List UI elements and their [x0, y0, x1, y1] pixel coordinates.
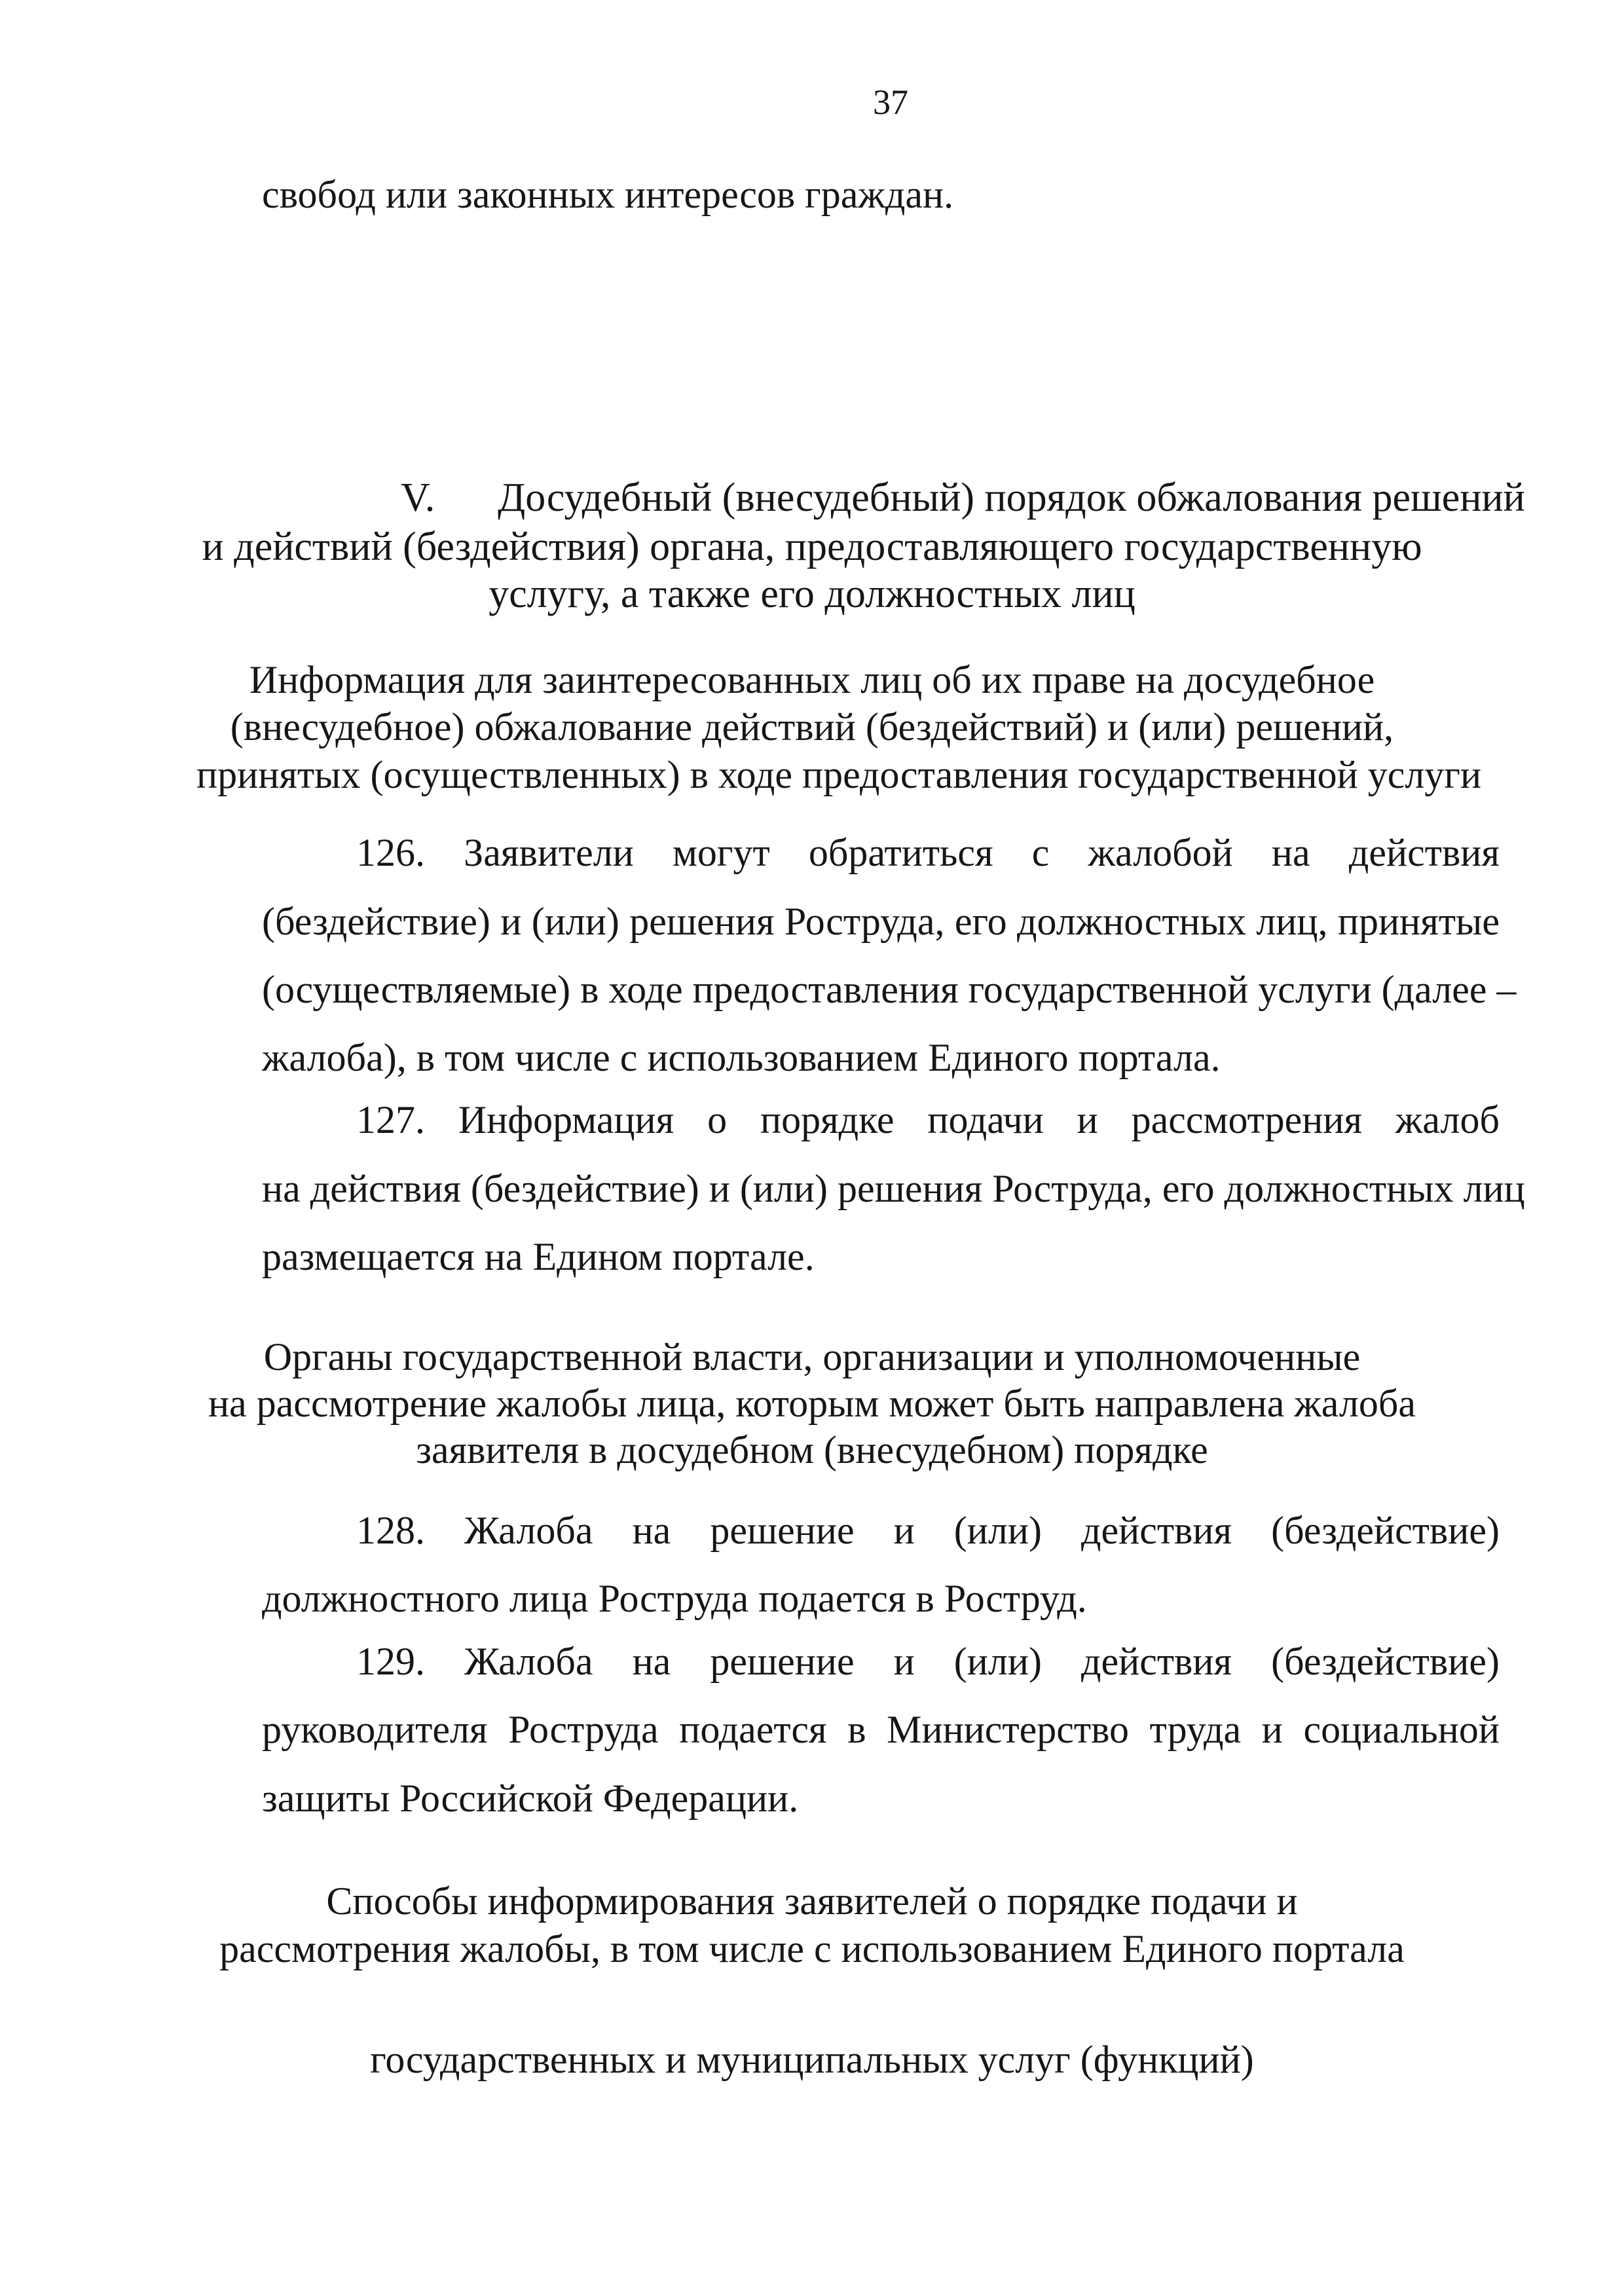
- paragraph-line: защиты Российской Федерации.: [262, 1777, 799, 1820]
- paragraph-line: жалоба), в том числе с использованием Единого портала.: [262, 1036, 1221, 1079]
- paragraph-line: 128. Жалоба на решение и (или) действия (бездействие): [356, 1509, 1500, 1552]
- paragraph-line: на действия (бездействие) и (или) решения Роструда, его должностных лиц: [262, 1167, 1525, 1210]
- subheading-line: Органы государственной власти, организации и уполномоченные: [263, 1335, 1361, 1378]
- paragraph-line: (осуществляемые) в ходе предоставления государственной услуги (далее –: [262, 968, 1517, 1011]
- paragraph-line: должностного лица Роструда подается в Роструд.: [262, 1577, 1087, 1620]
- paragraph-line: (бездействие) и (или) решения Роструда, его должностных лиц, принятые: [262, 900, 1500, 943]
- subheading-line: Информация для заинтересованных лиц об их праве на досудебное: [249, 658, 1375, 701]
- text-line: свобод или законных интересов граждан.: [262, 173, 954, 216]
- section-heading-line: услугу, а также его должностных лиц: [489, 572, 1135, 616]
- subheading-line: рассмотрения жалобы, в том числе с использованием Единого портала: [219, 1927, 1405, 1970]
- paragraph-line: руководителя Роструда подается в Министерство труда и социальной: [262, 1708, 1500, 1751]
- subheading-line: заявителя в досудебном (внесудебном) порядке: [416, 1428, 1208, 1471]
- paragraph-line: 127. Информация о порядке подачи и рассмотрения жалоб: [356, 1098, 1500, 1141]
- section-heading-line: и действий (бездействия) органа, предоставляющего государственную: [202, 525, 1422, 569]
- subheading-line: на рассмотрение жалобы лица, которым может быть направлена жалоба: [208, 1382, 1416, 1425]
- subheading-line: принятых (осуществленных) в ходе предоставления государственной услуги: [196, 753, 1482, 796]
- subheading-line: (внесудебное) обжалование действий (бездействий) и (или) решений,: [230, 705, 1394, 749]
- paragraph-line: 129. Жалоба на решение и (или) действия (бездействие): [356, 1640, 1500, 1683]
- subheading-line: государственных и муниципальных услуг (функций): [370, 2038, 1254, 2081]
- section-number: V.: [401, 475, 435, 520]
- paragraph-line: размещается на Едином портале.: [262, 1235, 815, 1278]
- section-heading-line: Досудебный (внесудебный) порядок обжалования решений: [498, 475, 1525, 520]
- subheading-line: Способы информирования заявителей о порядке подачи и: [326, 1879, 1298, 1923]
- paragraph-line: 126. Заявители могут обратиться с жалобой на действия: [356, 831, 1500, 874]
- page-number: 37: [873, 83, 908, 122]
